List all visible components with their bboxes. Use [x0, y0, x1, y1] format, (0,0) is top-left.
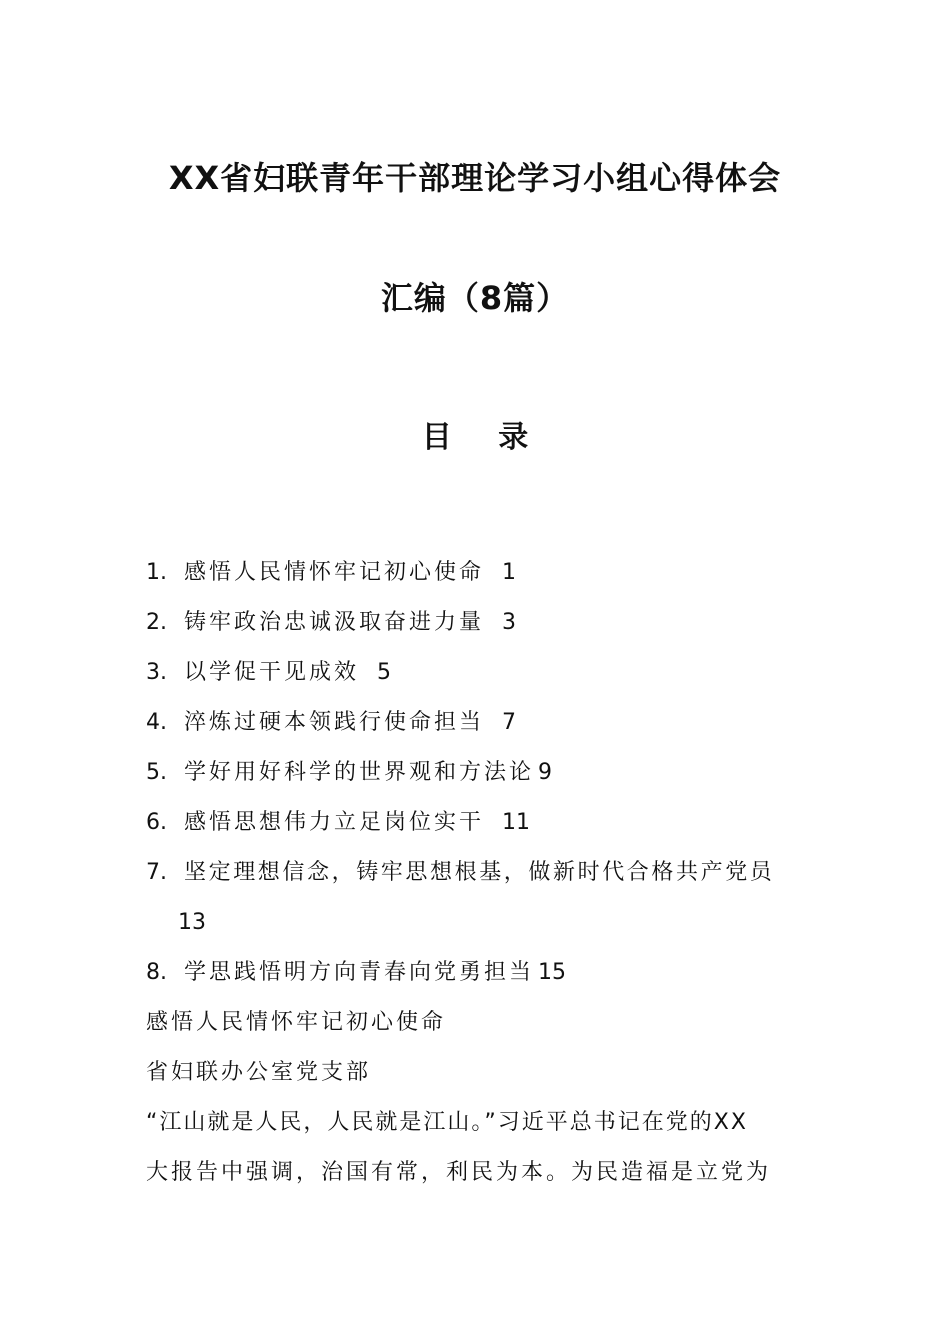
toc-item[interactable]: [146, 748, 816, 798]
toc-item-title: 淬炼过硬本领践行使命担当: [184, 710, 485, 735]
toc-item-page: 11: [502, 810, 531, 835]
document-title-line1: XX省妇联青年干部理论学习小组心得体会: [168, 159, 782, 197]
toc-heading: 目 录: [421, 420, 547, 455]
article-author: 省妇联办公室党支部: [146, 1060, 372, 1085]
toc-item-title: 感悟思想伟力立足岗位实干: [184, 810, 485, 835]
toc-item[interactable]: [146, 848, 816, 948]
toc-item-number: 6.: [146, 810, 167, 835]
article-title: 感悟人民情怀牢记初心使命: [146, 1010, 447, 1035]
toc-item-number: 4.: [146, 710, 167, 735]
toc-item[interactable]: [146, 698, 816, 748]
document-title-line2: 汇编（8篇）: [380, 279, 570, 317]
toc-item[interactable]: [146, 548, 816, 598]
toc-item-page: 15: [538, 960, 567, 985]
toc-item-title: 学思践悟明方向青春向党勇担当: [184, 960, 535, 985]
toc-item-number: 5.: [146, 760, 167, 785]
toc-item[interactable]: [146, 598, 816, 648]
toc-item-number: 2.: [146, 610, 167, 635]
toc-item-title: 感悟人民情怀牢记初心使命: [184, 560, 485, 585]
toc-item-title: 以学促干见成效: [184, 660, 360, 685]
toc-item-page: 1: [502, 560, 517, 585]
table-of-contents: [146, 548, 816, 998]
article-paragraph-line: 大报告中强调，治国有常，利民为本。为民造福是立党为: [146, 1160, 772, 1185]
toc-item-page: 9: [538, 760, 553, 785]
article-paragraph-line: “江山就是人民，人民就是江山。”习近平总书记在党的XX: [146, 1110, 748, 1135]
toc-item-number: 1.: [146, 560, 167, 585]
toc-item-page: 7: [502, 710, 517, 735]
toc-item-number: 7.: [146, 860, 167, 885]
toc-item-title: 铸牢政治忠诚汲取奋进力量: [184, 610, 485, 635]
toc-item-title: 坚定理想信念，铸牢思想根基，做新时代合格共产党员: [184, 860, 775, 885]
toc-item[interactable]: [146, 798, 816, 848]
toc-item-number: 3.: [146, 660, 167, 685]
toc-item-page: 3: [502, 610, 517, 635]
article-body: [146, 998, 816, 1198]
toc-item-page: 5: [377, 660, 392, 685]
toc-item[interactable]: [146, 948, 816, 998]
toc-item-page: 13: [178, 910, 206, 935]
toc-item[interactable]: [146, 648, 816, 698]
toc-item-title: 学好用好科学的世界观和方法论: [184, 760, 535, 785]
toc-item-number: 8.: [146, 960, 167, 985]
